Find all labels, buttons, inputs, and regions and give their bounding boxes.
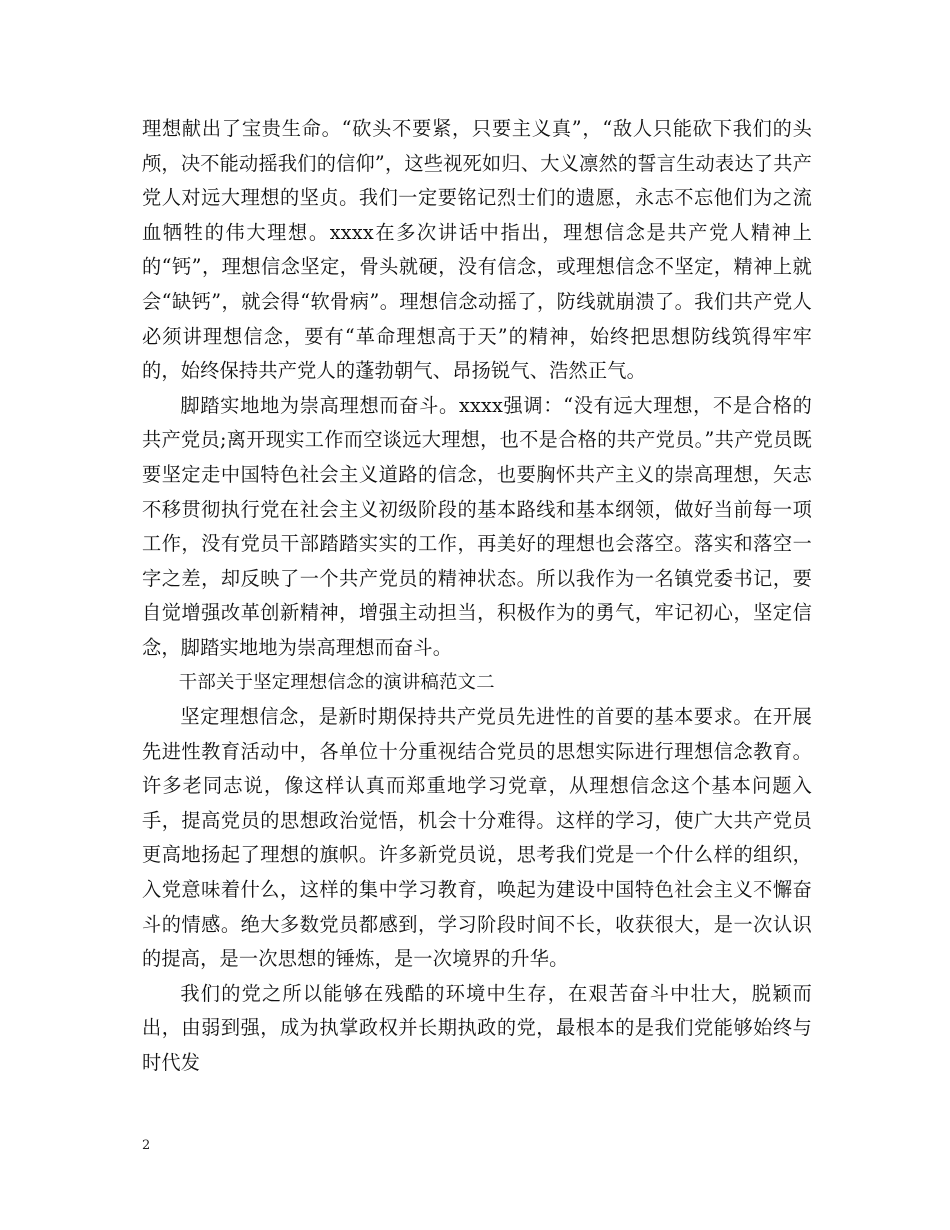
document-body bbox=[142, 112, 812, 1081]
paragraph-down-to-earth: 脚踏实地地为崇高理想而奋斗。xxxx强调：“没有远大理想，不是合格的共产党员;离开现实工作而空谈远大理想，也不是合格的共产党员。”共产党员既要坚定走中国特色社会主义道路的信念，也要胸怀共产主义的崇高理想，矢志不移贯彻执行党在社会主义初级阶段的基本路线和基本纲领，做好当前每一项工作，没有党员干部踏踏实实的工作，再美好的理想也会落空。落实和落空一字之差，却反映了一个共产党员的精神状态。所以我作为一名镇党委书记，要自觉增强改革创新精神，增强主动担当，积极作为的勇气，牢记初心，坚定信念，脚踏实地地为崇高理想而奋斗。 bbox=[142, 393, 812, 659]
section-heading: 干部关于坚定理想信念的演讲稿范文二 bbox=[178, 671, 495, 693]
paragraph-firm-ideals: 坚定理想信念，是新时期保持共产党员先进性的首要的基本要求。在开展先进性教育活动中，各单位十分重视结合党员的思想实际进行理想信念教育。许多老同志说，像这样认真而郑重地学习党章，从理想信念这个基本问题入手，提高党员的思想政治觉悟，机会十分难得。这样的学习，使广大共产党员更高地扬起了理想的旗帜。许多新党员说，思考我们党是一个什么样的组织，入党意味着什么，这样的集中学习教育，唤起为建设中国特色社会主义不懈奋斗的情感。绝大多数党员都感到，学习阶段时间不长，收获很大，是一次认识的提高，是一次思想的锤炼，是一次境界的升华。 bbox=[142, 705, 812, 971]
page-number: 2 bbox=[142, 1138, 151, 1153]
paragraph-continuation: 理想献出了宝贵生命。“砍头不要紧，只要主义真”，“敌人只能砍下我们的头颅，决不能动摇我们的信仰”，这些视死如归、大义凛然的誓言生动表达了共产党人对远大理想的坚贞。我们一定要铭记烈士们的遗愿，永志不忘他们为之流血牺牲的伟大理想。xxxx在多次讲话中指出，理想信念是共产党人精神上的“钙”，理想信念坚定，骨头就硬，没有信念，或理想信念不坚定，精神上就会“缺钙”，就会得“软骨病”。理想信念动摇了，防线就崩溃了。我们共产党人必须讲理想信念，要有“革命理想高于天”的精神，始终把思想防线筑得牢牢的，始终保持共产党人的蓬勃朝气、昂扬锐气、浩然正气。 bbox=[142, 117, 812, 383]
paragraph-party-survival: 我们的党之所以能够在残酷的环境中生存，在艰苦奋斗中壮大，脱颖而出，由弱到强，成为执掌政权并长期执政的党，最根本的是我们党能够始终与时代发 bbox=[142, 981, 812, 1075]
